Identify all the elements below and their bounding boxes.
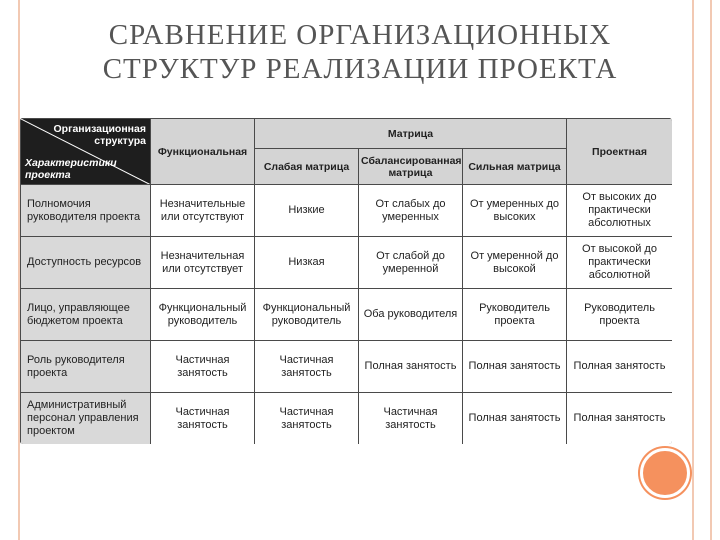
table-cell: Частичная занятость — [255, 341, 359, 393]
table-cell: От высокой до практически абсолютной — [567, 237, 673, 289]
comparison-table-container — [20, 118, 672, 444]
table-cell: От высоких до практически абсолютных — [567, 185, 673, 237]
table-cell: От слабых до умеренных — [359, 185, 463, 237]
table-cell: Частичная занятость — [151, 341, 255, 393]
table-cell: От слабой до умеренной — [359, 237, 463, 289]
row-label-admin-staff: Административный персонал управления проектом — [21, 393, 151, 445]
table-cell: Незначительные или отсутствуют — [151, 185, 255, 237]
table-cell: Полная занятость — [463, 393, 567, 445]
table-cell: Частичная занятость — [151, 393, 255, 445]
header-balanced-matrix: Сбалансированная матрица — [359, 149, 463, 185]
header-matrix: Матрица — [255, 119, 567, 149]
table-row — [21, 185, 673, 237]
table-cell: Низкие — [255, 185, 359, 237]
table-cell: Частичная занятость — [255, 393, 359, 445]
table-cell: Полная занятость — [359, 341, 463, 393]
table-cell: Функциональный руководитель — [255, 289, 359, 341]
header-functional: Функциональная — [151, 119, 255, 185]
table-cell: Руководитель проекта — [567, 289, 673, 341]
header-strong-matrix: Сильная матрица — [463, 149, 567, 185]
table-cell: Низкая — [255, 237, 359, 289]
row-label-pm-role: Роль руководителя проекта — [21, 341, 151, 393]
table-cell: Незначительная или отсутствует — [151, 237, 255, 289]
row-label-resource-availability: Доступность ресурсов — [21, 237, 151, 289]
table-cell: Частичная занятость — [359, 393, 463, 445]
row-label-pm-authority: Полномочия руководителя проекта — [21, 185, 151, 237]
table-row — [21, 237, 673, 289]
table-cell: Функциональный руководитель — [151, 289, 255, 341]
row-label-budget-owner: Лицо, управляющее бюджетом проекта — [21, 289, 151, 341]
title-line-1: СРАВНЕНИЕ ОРГАНИЗАЦИОННЫХ — [108, 19, 612, 51]
header-weak-matrix: Слабая матрица — [255, 149, 359, 185]
table-row — [21, 341, 673, 393]
table-cell: Руководитель проекта — [463, 289, 567, 341]
comparison-table — [20, 118, 672, 444]
title-line-2: СТРУКТУР РЕАЛИЗАЦИИ ПРОЕКТА — [102, 53, 618, 85]
table-row — [21, 289, 673, 341]
slide-title — [40, 18, 680, 86]
decorative-orange-circle — [640, 448, 690, 498]
table-row — [21, 393, 673, 445]
table-cell: Полная занятость — [567, 341, 673, 393]
slide-right-rule — [710, 0, 712, 540]
table-cell: Полная занятость — [567, 393, 673, 445]
table-cell: От умеренных до высоких — [463, 185, 567, 237]
header-project: Проектная — [567, 119, 673, 185]
table-cell: От умеренной до высокой — [463, 237, 567, 289]
header-corner-cell — [21, 119, 151, 185]
table-cell: Оба руководителя — [359, 289, 463, 341]
corner-characteristics-label: Характеристики проекта — [25, 157, 117, 181]
table-cell: Полная занятость — [463, 341, 567, 393]
corner-structure-label: Организационная структура — [53, 123, 146, 147]
